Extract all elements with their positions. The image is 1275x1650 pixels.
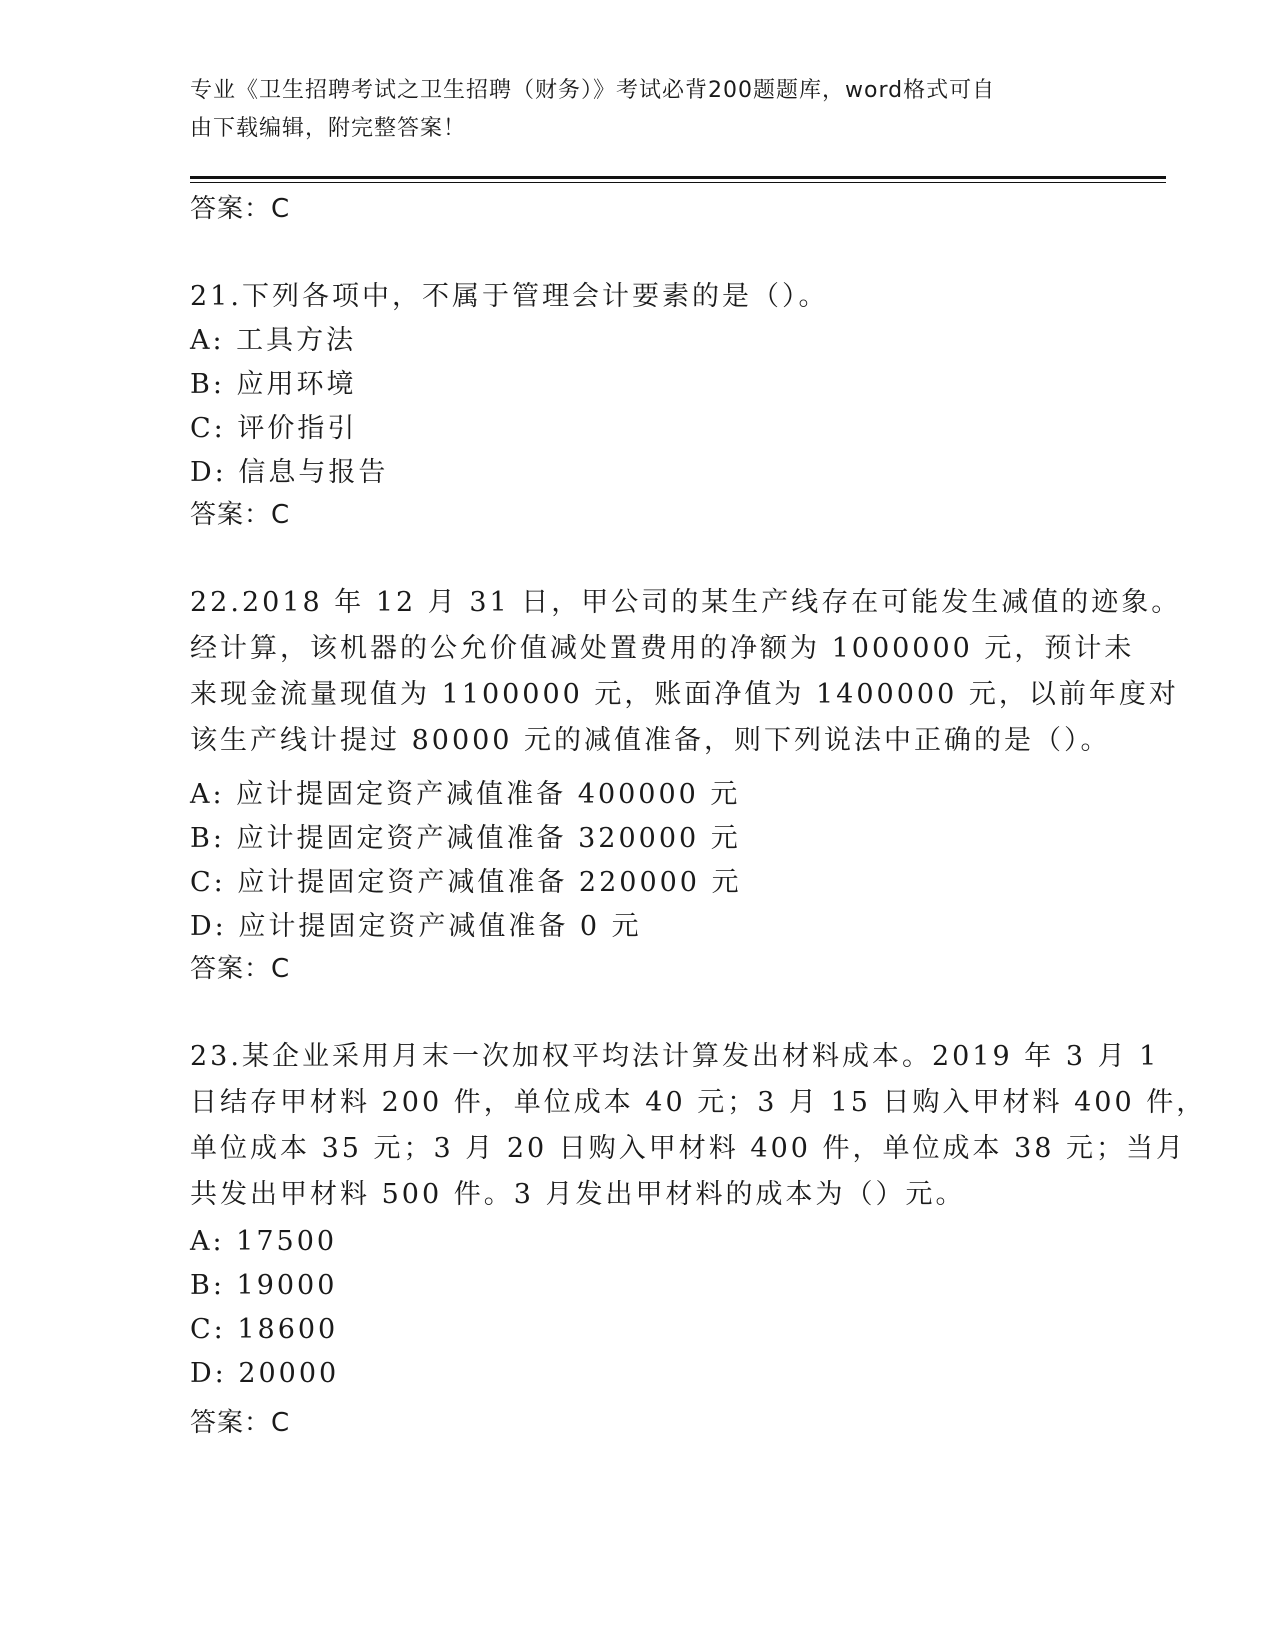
- header-line-2: 由下载编辑，附完整答案！: [190, 116, 467, 141]
- q23-answer: 答案：C: [190, 1408, 291, 1438]
- q23-stem: [190, 1034, 1207, 1218]
- q21-option-d: D: 信息与报告: [190, 457, 389, 488]
- q23-stem-line-4: 共发出甲材料 500 件。3 月发出甲材料的成本为（）元。: [190, 1179, 966, 1210]
- q22-stem-line-3: 来现金流量现值为 1100000 元，账面净值为 1400000 元，以前年度对: [190, 679, 1179, 710]
- q21-option-a: A: 工具方法: [190, 325, 357, 356]
- q23-option-b: B: 19000: [190, 1270, 338, 1301]
- header-divider-thin: [190, 182, 1166, 183]
- document-header: [190, 72, 1070, 148]
- q22-answer: 答案：C: [190, 954, 291, 984]
- q21-option-c: C: 评价指引: [190, 413, 358, 444]
- q22-option-a: A: 应计提固定资产减值准备 400000 元: [190, 779, 741, 810]
- q22-option-c: C: 应计提固定资产减值准备 220000 元: [190, 867, 742, 898]
- q23-stem-line-3: 单位成本 35 元；3 月 20 日购入甲材料 400 件，单位成本 38 元；当月: [190, 1133, 1187, 1164]
- q21-answer: 答案：C: [190, 500, 291, 530]
- previous-answer: 答案：C: [190, 194, 291, 224]
- q22-option-d: D: 应计提固定资产减值准备 0 元: [190, 911, 642, 942]
- q21-stem: 21.下列各项中，不属于管理会计要素的是（）。: [190, 281, 829, 312]
- q21-option-b: B: 应用环境: [190, 369, 357, 400]
- q22-stem-line-1: 22.2018 年 12 月 31 日，甲公司的某生产线存在可能发生减值的迹象。: [190, 587, 1182, 618]
- q23-stem-line-1: 23.某企业采用月末一次加权平均法计算发出材料成本。2019 年 3 月 1: [190, 1041, 1160, 1072]
- q23-option-d: D: 20000: [190, 1358, 340, 1389]
- q22-stem-line-4: 该生产线计提过 80000 元的减值准备，则下列说法中正确的是（）。: [190, 725, 1111, 756]
- header-divider-thick: [190, 176, 1166, 179]
- q22-stem-line-2: 经计算，该机器的公允价值减处置费用的净额为 1000000 元，预计未: [190, 633, 1135, 664]
- q23-option-a: A: 17500: [190, 1226, 338, 1257]
- q22-option-b: B: 应计提固定资产减值准备 320000 元: [190, 823, 741, 854]
- header-line-1: 专业《卫生招聘考试之卫生招聘（财务）》考试必背200题题库，word格式可自: [190, 78, 996, 103]
- q23-stem-line-2: 日结存甲材料 200 件，单位成本 40 元；3 月 15 日购入甲材料 400 件，: [190, 1087, 1207, 1118]
- q22-stem: [190, 580, 1182, 764]
- q23-option-c: C: 18600: [190, 1314, 339, 1345]
